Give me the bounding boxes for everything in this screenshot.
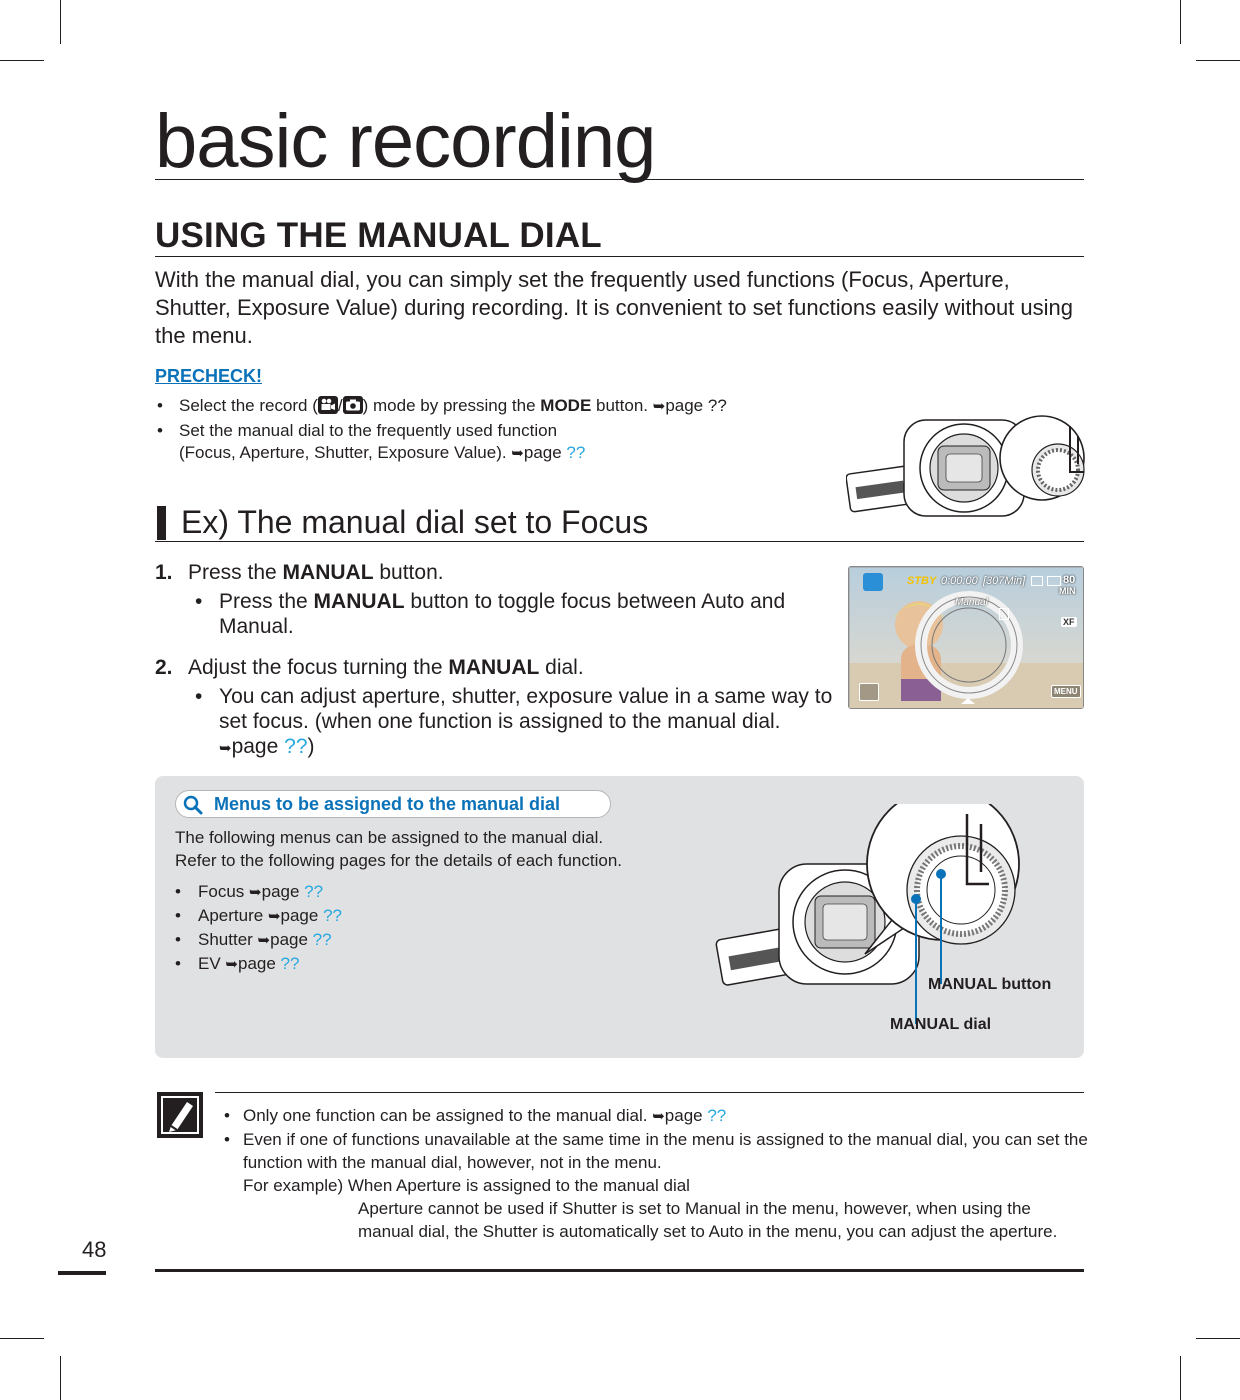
crop-mark bbox=[0, 60, 44, 61]
record-mode-icon[interactable] bbox=[863, 573, 883, 591]
tip-list-item: • Aperture ➥page ?? bbox=[175, 904, 342, 928]
lcd-scene bbox=[849, 567, 1084, 709]
page-number: 48 bbox=[82, 1237, 107, 1262]
intro-paragraph: With the manual dial, you can simply set the frequently used functions (Focus, Aperture, Shutter, Exposure Value) during recording. It is convenient to set functions easily without using the menu. bbox=[155, 267, 1073, 348]
page-ref-arrow-icon: ➥ bbox=[249, 884, 262, 901]
lcd-min-label: MIN bbox=[1059, 586, 1076, 596]
precheck-item: • Set the manual dial to the frequently used function (Focus, Aperture, Shutter, Exposure Value). ➥page ?? bbox=[155, 420, 835, 465]
callout-manual-dial: MANUAL dial bbox=[890, 1016, 992, 1033]
page-ref-arrow-icon: ➥ bbox=[257, 932, 271, 949]
precheck-item: • Select the record ( / ) mode by pressing the MODE button. ➥page ?? bbox=[155, 395, 835, 418]
step-number: 1. bbox=[155, 561, 173, 584]
crop-mark bbox=[0, 1338, 44, 1339]
battery-icon bbox=[1047, 576, 1061, 586]
subsection-title: Ex) The manual dial set to Focus bbox=[181, 504, 649, 540]
page-ref-arrow-icon: ➥ bbox=[219, 740, 232, 757]
tip-tab bbox=[175, 790, 611, 818]
video-mode-icon bbox=[318, 396, 338, 414]
note-item: • Only one function can be assigned to the manual dial. ➥page ?? bbox=[224, 1104, 1088, 1128]
subsection-bar bbox=[157, 506, 166, 540]
section-title: USING THE MANUAL DIAL bbox=[155, 215, 1084, 257]
crop-mark bbox=[1196, 60, 1240, 61]
note-list bbox=[224, 1104, 1088, 1243]
crop-mark bbox=[60, 1356, 61, 1400]
playback-icon[interactable] bbox=[859, 683, 879, 701]
step-number: 2. bbox=[155, 656, 173, 679]
note-icon bbox=[157, 1092, 203, 1138]
lcd-battery-min: 80 bbox=[1063, 574, 1076, 586]
note-divider bbox=[215, 1092, 1084, 1093]
lcd-menu-button[interactable]: MENU bbox=[1051, 685, 1081, 698]
tip-list-item: • EV ➥page ?? bbox=[175, 952, 342, 976]
tip-list-item: • Focus ➥page ?? bbox=[175, 880, 342, 904]
page-ref-arrow-icon: ➥ bbox=[511, 445, 524, 462]
lcd-quality: XF bbox=[1063, 617, 1075, 627]
crop-mark bbox=[1196, 1338, 1240, 1339]
crop-mark bbox=[1180, 0, 1181, 44]
precheck-label: PRECHECK! bbox=[155, 366, 263, 386]
note-example: For example) When Aperture is assigned to the manual dial bbox=[243, 1176, 690, 1195]
lcd-stby: STBY bbox=[907, 575, 937, 587]
lcd-remaining: [307Min] bbox=[983, 575, 1026, 587]
tip-list bbox=[175, 880, 342, 976]
precheck-list bbox=[155, 395, 835, 467]
page-ref-link[interactable]: ?? bbox=[323, 906, 342, 925]
page-ref-link[interactable]: ?? bbox=[280, 954, 300, 973]
step-1: 1. Press the MANUAL button. • Press the MANUAL button to toggle focus between Auto and Manual. bbox=[155, 560, 835, 639]
tip-tab-title: Menus to be assigned to the manual dial bbox=[214, 794, 561, 814]
note-item: • Even if one of functions unavailable at the same time in the menu is assigned to the manual dial, you can set the function with the manual dial, however, not in the menu. For example) When Aperture is assigned to the manual dial Aperture cannot be used if Shutter is set to Manual in the menu, however, when using the manual dial, the Shutter is automatically set to Auto in the menu, you can adjust the aperture. bbox=[224, 1128, 1088, 1243]
crop-mark bbox=[1180, 1356, 1181, 1400]
page-ref-link[interactable]: ?? bbox=[707, 1106, 727, 1125]
tip-description: The following menus can be assigned to the manual dial. Refer to the following pages for the details of each function. bbox=[175, 828, 622, 870]
focus-icon bbox=[999, 608, 1009, 620]
magnifier-icon bbox=[182, 795, 204, 815]
lcd-screen bbox=[848, 566, 1084, 709]
tip-list-item: • Shutter ➥page ?? bbox=[175, 928, 342, 952]
card-icon bbox=[1031, 576, 1043, 586]
lcd-mode-label: Manual bbox=[955, 597, 988, 608]
callout-manual-button: MANUAL button bbox=[928, 976, 1052, 993]
page-bar-left bbox=[58, 1271, 106, 1275]
chapter-header bbox=[155, 99, 1084, 184]
step-2-detail: • You can adjust aperture, shutter, exposure value in a same way to set focus. (when one function is assigned to the manual dial. ➥page ??) bbox=[155, 684, 835, 761]
chapter-title: basic recording bbox=[155, 99, 656, 184]
page-ref-link[interactable]: ?? bbox=[566, 443, 586, 462]
page-ref-link[interactable]: ?? bbox=[284, 735, 308, 758]
page-ref-link[interactable]: ?? bbox=[304, 882, 324, 901]
page-ref-link[interactable]: ?? bbox=[312, 930, 332, 949]
step-2: 2. Adjust the focus turning the MANUAL dial. • You can adjust aperture, shutter, exposure value in a same way to set focus. (when one function is assigned to the manual dial. ➥page ??) bbox=[155, 655, 835, 761]
lcd-timecode: 0:00:00 bbox=[941, 575, 978, 587]
note-example-detail: Aperture cannot be used if Shutter is set to Manual in the menu, however, when using the manual dial, the Shutter is automatically set to Auto in the menu, you can adjust the aperture. bbox=[358, 1199, 1058, 1241]
tip-panel bbox=[155, 776, 1084, 1058]
page-ref-link[interactable]: ?? bbox=[707, 396, 727, 415]
page-ref-arrow-icon: ➥ bbox=[652, 398, 666, 415]
page-ref-arrow-icon: ➥ bbox=[652, 1108, 665, 1125]
crop-mark bbox=[60, 0, 61, 44]
page-ref-arrow-icon: ➥ bbox=[267, 908, 281, 925]
subsection-header bbox=[155, 500, 1084, 542]
step-1-detail: • Press the MANUAL button to toggle focus between Auto and Manual. bbox=[155, 589, 835, 639]
expand-up-icon[interactable] bbox=[961, 698, 975, 704]
page-ref-arrow-icon: ➥ bbox=[225, 956, 238, 973]
steps bbox=[155, 560, 835, 765]
page-bar-right bbox=[155, 1269, 1084, 1272]
photo-mode-icon bbox=[343, 396, 363, 414]
